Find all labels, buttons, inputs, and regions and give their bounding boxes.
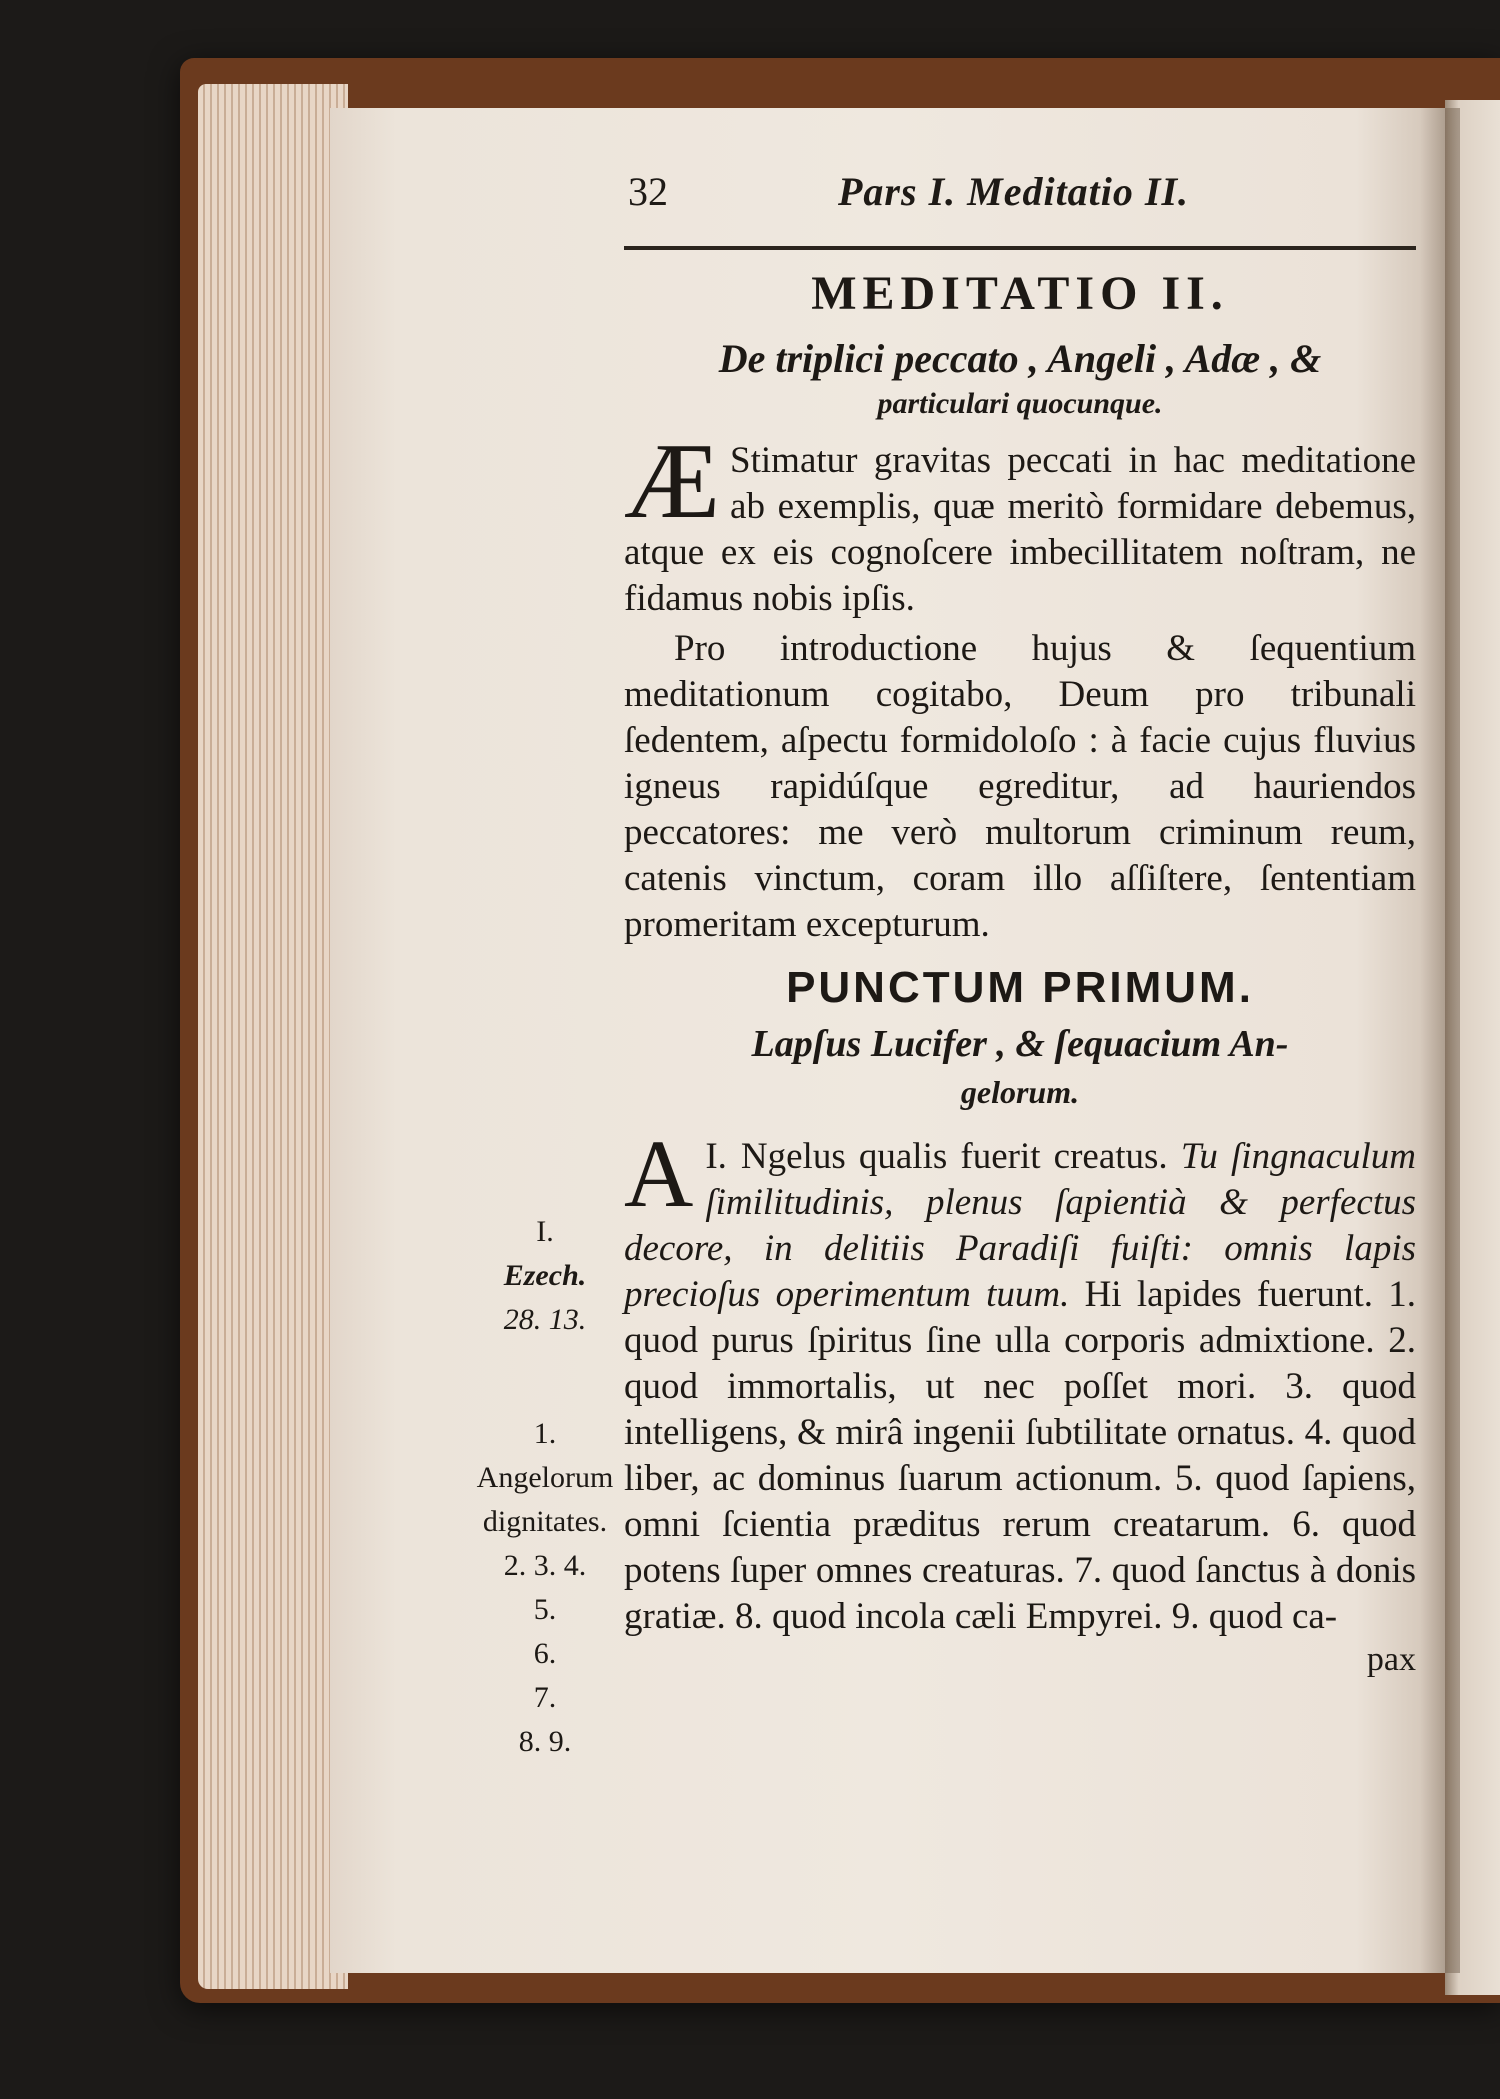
paragraph-1 bbox=[624, 422, 1416, 622]
margin-note-234: 2. 3. 4. bbox=[503, 1549, 587, 1582]
margin-note-dignitates: Angelorum dignitates. bbox=[476, 1461, 614, 1538]
margin-note-1: 1. bbox=[533, 1417, 557, 1450]
header-rule bbox=[624, 246, 1416, 250]
paragraph-3-text-a: Ngelus qualis fuerit creatus. bbox=[740, 1136, 1181, 1177]
running-head bbox=[628, 168, 1408, 218]
section-subheading bbox=[624, 1020, 1416, 1116]
main-text bbox=[624, 262, 1416, 1680]
paragraph-1-text: Stimatur gravitas peccati in hac meditatione ab exemplis, quæ meritò formidare debemus, atque ex eis cognoſcere imbecillitatem noſtram, ne fidamus nobis ipſis. bbox=[624, 440, 1416, 619]
spine-shadow bbox=[1420, 108, 1460, 1973]
paragraph-3-scripture: Tu ſingnaculum ſimilitudinis, plenus ſapientià & perfectus decore, in delitiis Paradiſi fuiſti: omnis lapis precioſus operimentum tuum. bbox=[624, 1136, 1416, 1315]
margin-note-6: 6. bbox=[533, 1637, 557, 1670]
running-title: Pars I. Meditatio II. bbox=[838, 169, 1190, 214]
margin-gap bbox=[470, 1342, 620, 1412]
margin-note-7: 7. bbox=[533, 1681, 557, 1714]
margin-note-reference: Ezech. bbox=[503, 1259, 587, 1292]
catchword: pax bbox=[1366, 1641, 1416, 1678]
paragraph-3 bbox=[624, 1120, 1416, 1640]
margin-note-89: 8. 9. bbox=[518, 1725, 572, 1758]
dropcap-ae: Æ bbox=[624, 422, 721, 541]
chapter-heading: MEDITATIO II. bbox=[811, 267, 1229, 320]
subheading-line1: De triplici peccato , Angeli , Adæ , & bbox=[718, 336, 1322, 381]
section-subheading-line1: Lapſus Lucifer , & ſequacium An- bbox=[751, 1023, 1289, 1065]
subheading-line2: particulari quocunque. bbox=[877, 387, 1163, 420]
page-number: 32 bbox=[628, 169, 668, 214]
dropcap-a: A bbox=[624, 1120, 694, 1227]
chapter-subheading bbox=[624, 334, 1416, 424]
page-edges bbox=[198, 84, 348, 1989]
paragraph-3-number: I. bbox=[705, 1136, 727, 1177]
margin-note-verse: 28. 13. bbox=[503, 1303, 587, 1336]
paragraph-3-text-b: Hi lapides fuerunt. 1. quod purus ſpiritus ſine ulla corporis admixtione. 2. quod immortalis, ut nec poſſet mori. 3. quod intelligens, & mirâ ingenii ſubtilitate ornatus. 4. quod liber, ac dominus ſuarum actionum. 5. quod ſapiens, omni ſcientia præditus rerum creatarum. 6. quod potens ſuper omnes creaturas. 7. quod ſanctus à donis gratiæ. 8. quod incola cæli Empyrei. 9. quod ca- bbox=[624, 1274, 1416, 1637]
section-heading: PUNCTUM PRIMUM. bbox=[786, 963, 1254, 1012]
section-subheading-line2: gelorum. bbox=[960, 1074, 1080, 1110]
margin-note-number: I. bbox=[536, 1215, 554, 1248]
margin-note-5: 5. bbox=[533, 1593, 557, 1626]
paragraph-2: Pro introductione hujus & ſequentium meditationum cogitabo, Deum pro tribunali ſedentem, aſpectu formidoloſo : à facie cujus fluvius igneus rapidúſque egreditur, ad hauriendos peccatores: me verò multorum criminum reum, catenis vinctum, coram illo aſſiſtere, ſententiam promeritam excepturum. bbox=[624, 628, 1416, 945]
margin-notes bbox=[470, 1210, 620, 1764]
